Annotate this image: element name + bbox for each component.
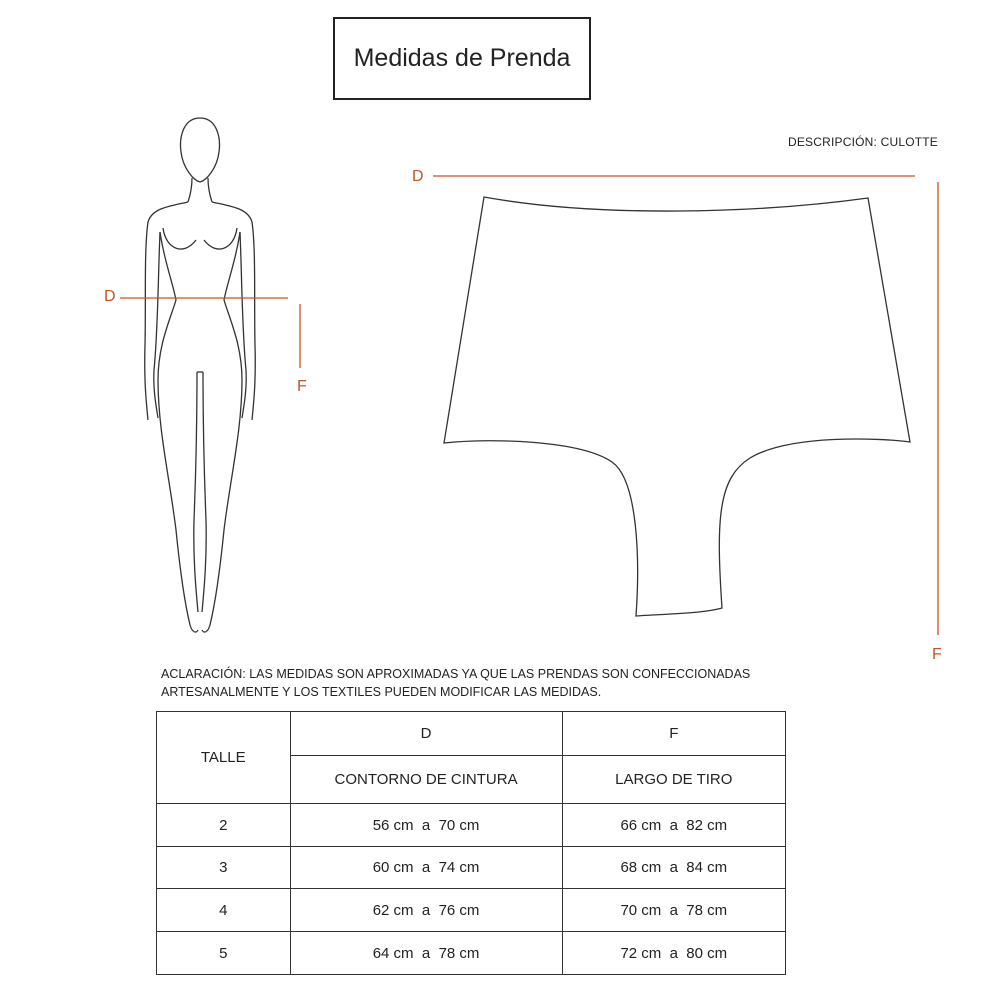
- header-f-label: LARGO DE TIRO: [562, 756, 785, 804]
- page-title-text: Medidas de Prenda: [353, 44, 571, 72]
- table-row: [157, 889, 786, 932]
- table-row: [157, 847, 786, 889]
- body-label-d: D: [104, 288, 116, 305]
- size-table: [156, 711, 786, 975]
- cell-f: 70 cm a 78 cm: [562, 889, 785, 932]
- disclaimer-line-1: ACLARACIÓN: LAS MEDIDAS SON APROXIMADAS YA QUE LAS PRENDAS SON CONFECCIONADAS: [161, 667, 751, 681]
- cell-d: 62 cm a 76 cm: [290, 889, 562, 932]
- cell-f: 66 cm a 82 cm: [562, 804, 785, 847]
- cell-size: 4: [157, 889, 291, 932]
- garment-label-d: D: [412, 168, 424, 185]
- table-row: [157, 804, 786, 847]
- cell-size: 2: [157, 804, 291, 847]
- disclaimer-line-2: ARTESANALMENTE Y LOS TEXTILES PUEDEN MODIFICAR LAS MEDIDAS.: [161, 685, 602, 699]
- cell-size: 5: [157, 932, 291, 975]
- body-label-f: F: [297, 378, 307, 395]
- cell-d: 60 cm a 74 cm: [290, 847, 562, 889]
- garment-description: DESCRIPCIÓN: CULOTTE: [787, 135, 938, 149]
- culotte-garment: [444, 197, 910, 616]
- cell-f: 68 cm a 84 cm: [562, 847, 785, 889]
- cell-size: 3: [157, 847, 291, 889]
- header-d-letter: D: [290, 712, 562, 756]
- body-silhouette: [145, 118, 256, 632]
- disclaimer-note: [161, 665, 781, 701]
- header-size: TALLE: [157, 712, 291, 804]
- table-header-row: [157, 712, 786, 756]
- cell-f: 72 cm a 80 cm: [562, 932, 785, 975]
- header-d-label: CONTORNO DE CINTURA: [290, 756, 562, 804]
- table-row: [157, 932, 786, 975]
- cell-d: 56 cm a 70 cm: [290, 804, 562, 847]
- garment-label-f: F: [932, 646, 942, 663]
- cell-d: 64 cm a 78 cm: [290, 932, 562, 975]
- header-f-letter: F: [562, 712, 785, 756]
